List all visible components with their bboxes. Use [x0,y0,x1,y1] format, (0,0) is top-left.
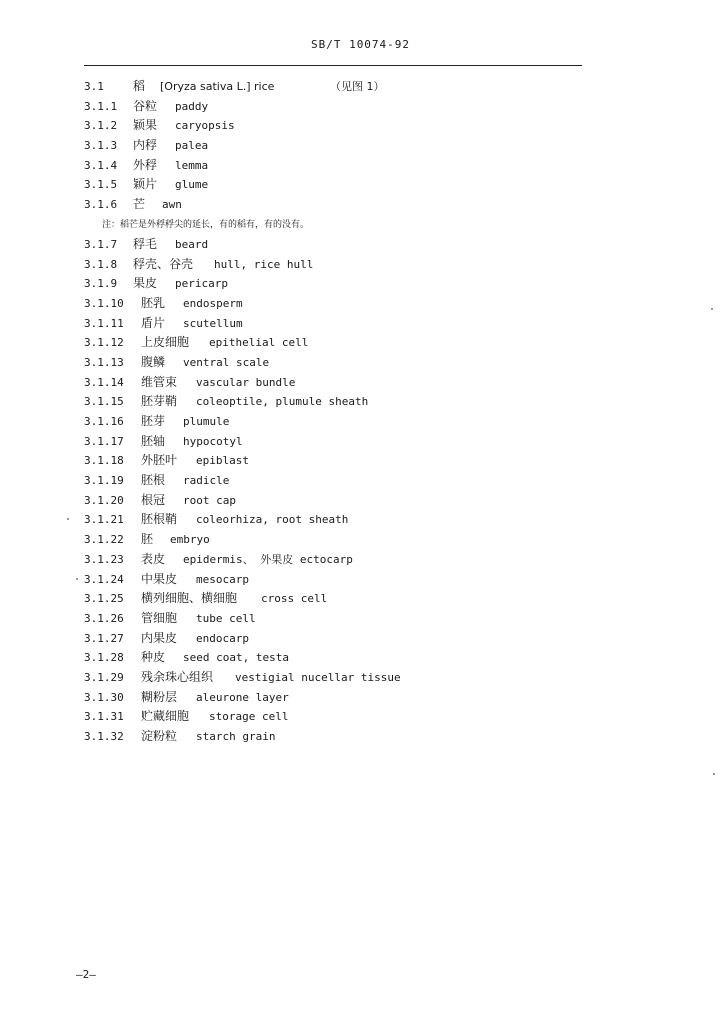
term-number: 3.1.2 [84,119,118,133]
term-chinese: 管细胞 [141,610,178,625]
term-number: 3.1.16 [84,415,124,428]
term-english: tube cell [196,611,256,625]
term-chinese: 胚轴 [141,433,166,448]
term-entry [0,392,721,412]
term-english: coleorhiza, root sheath [196,513,349,527]
term-entry [0,175,721,195]
term-english: paddy [175,99,209,113]
term-chinese: 腹鳞 [141,354,166,369]
term-number: 3.1.8 [84,257,118,271]
term-chinese: 表皮 [141,551,166,566]
term-entry [0,707,721,727]
term-english: vestigial nucellar tissue [235,670,401,684]
document-header-code: SB/T 10074-92 [310,38,411,51]
term-english: beard [175,237,209,251]
term-number: 3.1.23 [84,552,124,566]
term-number: 3.1.32 [84,730,124,743]
term-entry [0,235,721,255]
term-english: starch grain [196,730,276,743]
term-english: seed coat, testa [183,651,289,665]
term-number: 3.1.14 [84,375,124,389]
term-number: 3.1.27 [84,631,124,645]
term-entry [0,727,721,747]
figure-reference: （见图 1） [330,80,385,93]
term-number: 3.1.21 [84,513,124,527]
term-chinese: 胚芽 [141,414,166,428]
term-chinese: 颖片 [133,177,158,192]
term-number: 3.1.10 [84,296,124,310]
term-chinese: 残余珠心组织 [141,669,214,684]
term-entry [0,77,721,97]
term-chinese: 中果皮 [141,571,178,586]
term-entry [0,668,721,688]
scan-speck [713,773,715,775]
term-english: hull, rice hull [214,257,314,271]
header-divider [84,65,582,66]
term-english: scutellum [183,316,243,330]
term-chinese: 盾片 [141,315,166,330]
term-english: pericarp [175,277,228,291]
term-chinese: 稃壳、谷壳 [133,256,194,271]
term-english: mesocarp [196,572,249,586]
term-english: endocarp [196,631,249,645]
term-english: glume [175,178,209,192]
scan-speck [67,518,69,520]
term-english: radicle [183,474,230,488]
term-chinese: 芒 [133,197,146,212]
term-number: 3.1 [84,80,104,93]
term-entry [0,589,721,609]
term-entry [0,688,721,708]
term-entry [0,373,721,393]
term-entry [0,530,721,550]
term-chinese: 外稃 [133,157,158,172]
term-number: 3.1.1 [84,99,118,113]
term-chinese: 贮藏细胞 [141,709,190,724]
term-chinese: 胚乳 [141,295,166,310]
term-english: epithelial cell [209,336,309,350]
term-number: 3.1.24 [84,572,124,586]
term-chinese: 外胚叶 [141,453,178,468]
term-entry [0,156,721,176]
term-note: 注：稻芒是外稃稃尖的延长，有的稻有，有的没有。 [102,219,310,230]
term-number: 3.1.26 [84,611,124,625]
term-number: 3.1.3 [84,139,118,153]
term-number: 3.1.22 [84,533,124,547]
term-number: 3.1.31 [84,710,124,724]
term-number: 3.1.12 [84,336,124,350]
term-number: 3.1.19 [84,474,124,488]
term-english: storage cell [209,710,289,724]
term-number: 3.1.11 [84,316,124,330]
page-number: —2— [76,968,96,981]
term-chinese: 颖果 [133,118,158,133]
term-english: ventral scale [183,355,270,369]
term-chinese: 内稃 [133,138,158,153]
term-number: 3.1.18 [84,454,124,468]
term-entry [0,294,721,314]
term-entry [0,116,721,136]
term-english: root cap [183,493,236,507]
term-chinese: 根冠 [141,492,166,507]
term-chinese: 稃毛 [133,236,158,251]
term-english: palea [175,139,209,153]
term-number: 3.1.13 [84,355,124,369]
term-english: cross cell [261,592,328,606]
term-english: epidermis、 外果皮 ectocarp [183,552,353,566]
term-english: plumule [183,415,230,428]
term-number: 3.1.15 [84,395,124,409]
term-entry [0,451,721,471]
term-english: embryo [170,533,210,547]
term-entry [0,471,721,491]
term-number: 3.1.29 [84,670,124,684]
term-english: aleurone layer [196,690,289,704]
term-chinese: 胚根鞘 [141,512,178,527]
term-english: hypocotyl [183,434,243,448]
term-english: vascular bundle [196,375,296,389]
term-chinese: 胚 [141,532,154,547]
scan-speck [711,308,713,310]
term-entry [0,97,721,117]
term-entry [0,274,721,294]
term-number: 3.1.5 [84,178,118,192]
term-entry [0,412,721,432]
term-entry [0,510,721,530]
term-entry [0,333,721,353]
term-number: 3.1.17 [84,434,124,448]
term-number: 3.1.28 [84,651,124,665]
term-number: 3.1.4 [84,158,118,172]
term-number: 3.1.30 [84,690,124,704]
term-chinese: 胚根 [141,473,166,488]
scan-speck [76,578,78,580]
term-chinese: 横列细胞、横细胞 [141,591,238,606]
term-chinese: 种皮 [141,650,166,665]
term-english: coleoptile, plumule sheath [196,395,369,409]
term-english: lemma [175,158,209,172]
term-chinese: 谷粒 [133,98,158,113]
term-chinese: 上皮细胞 [141,335,190,350]
term-number: 3.1.6 [84,198,118,212]
term-entry [0,195,721,215]
term-entry [0,491,721,511]
term-entry [0,136,721,156]
term-english: endosperm [183,296,243,310]
term-chinese: 果皮 [133,276,158,291]
term-chinese: 糊粉层 [141,689,178,704]
term-chinese: 维管束 [141,374,178,389]
term-entry [0,255,721,275]
term-entry [0,314,721,334]
term-list [0,77,721,747]
term-entry [0,629,721,649]
term-entry [0,432,721,452]
term-chinese: 内果皮 [141,630,178,645]
term-entry [0,550,721,570]
term-english: awn [162,198,182,212]
term-number: 3.1.25 [84,592,124,606]
term-number: 3.1.7 [84,237,118,251]
term-english: [Oryza sativa L.] rice [160,80,275,93]
term-entry [0,570,721,590]
term-chinese: 胚芽鞘 [141,394,178,409]
term-english: epiblast [196,454,249,468]
term-number: 3.1.20 [84,493,124,507]
term-chinese: 淀粉粒 [141,729,178,743]
term-entry [0,353,721,373]
term-entry [0,648,721,668]
term-english: caryopsis [175,119,235,133]
term-number: 3.1.9 [84,277,118,291]
term-entry [0,609,721,629]
term-chinese: 稻 [133,79,146,93]
